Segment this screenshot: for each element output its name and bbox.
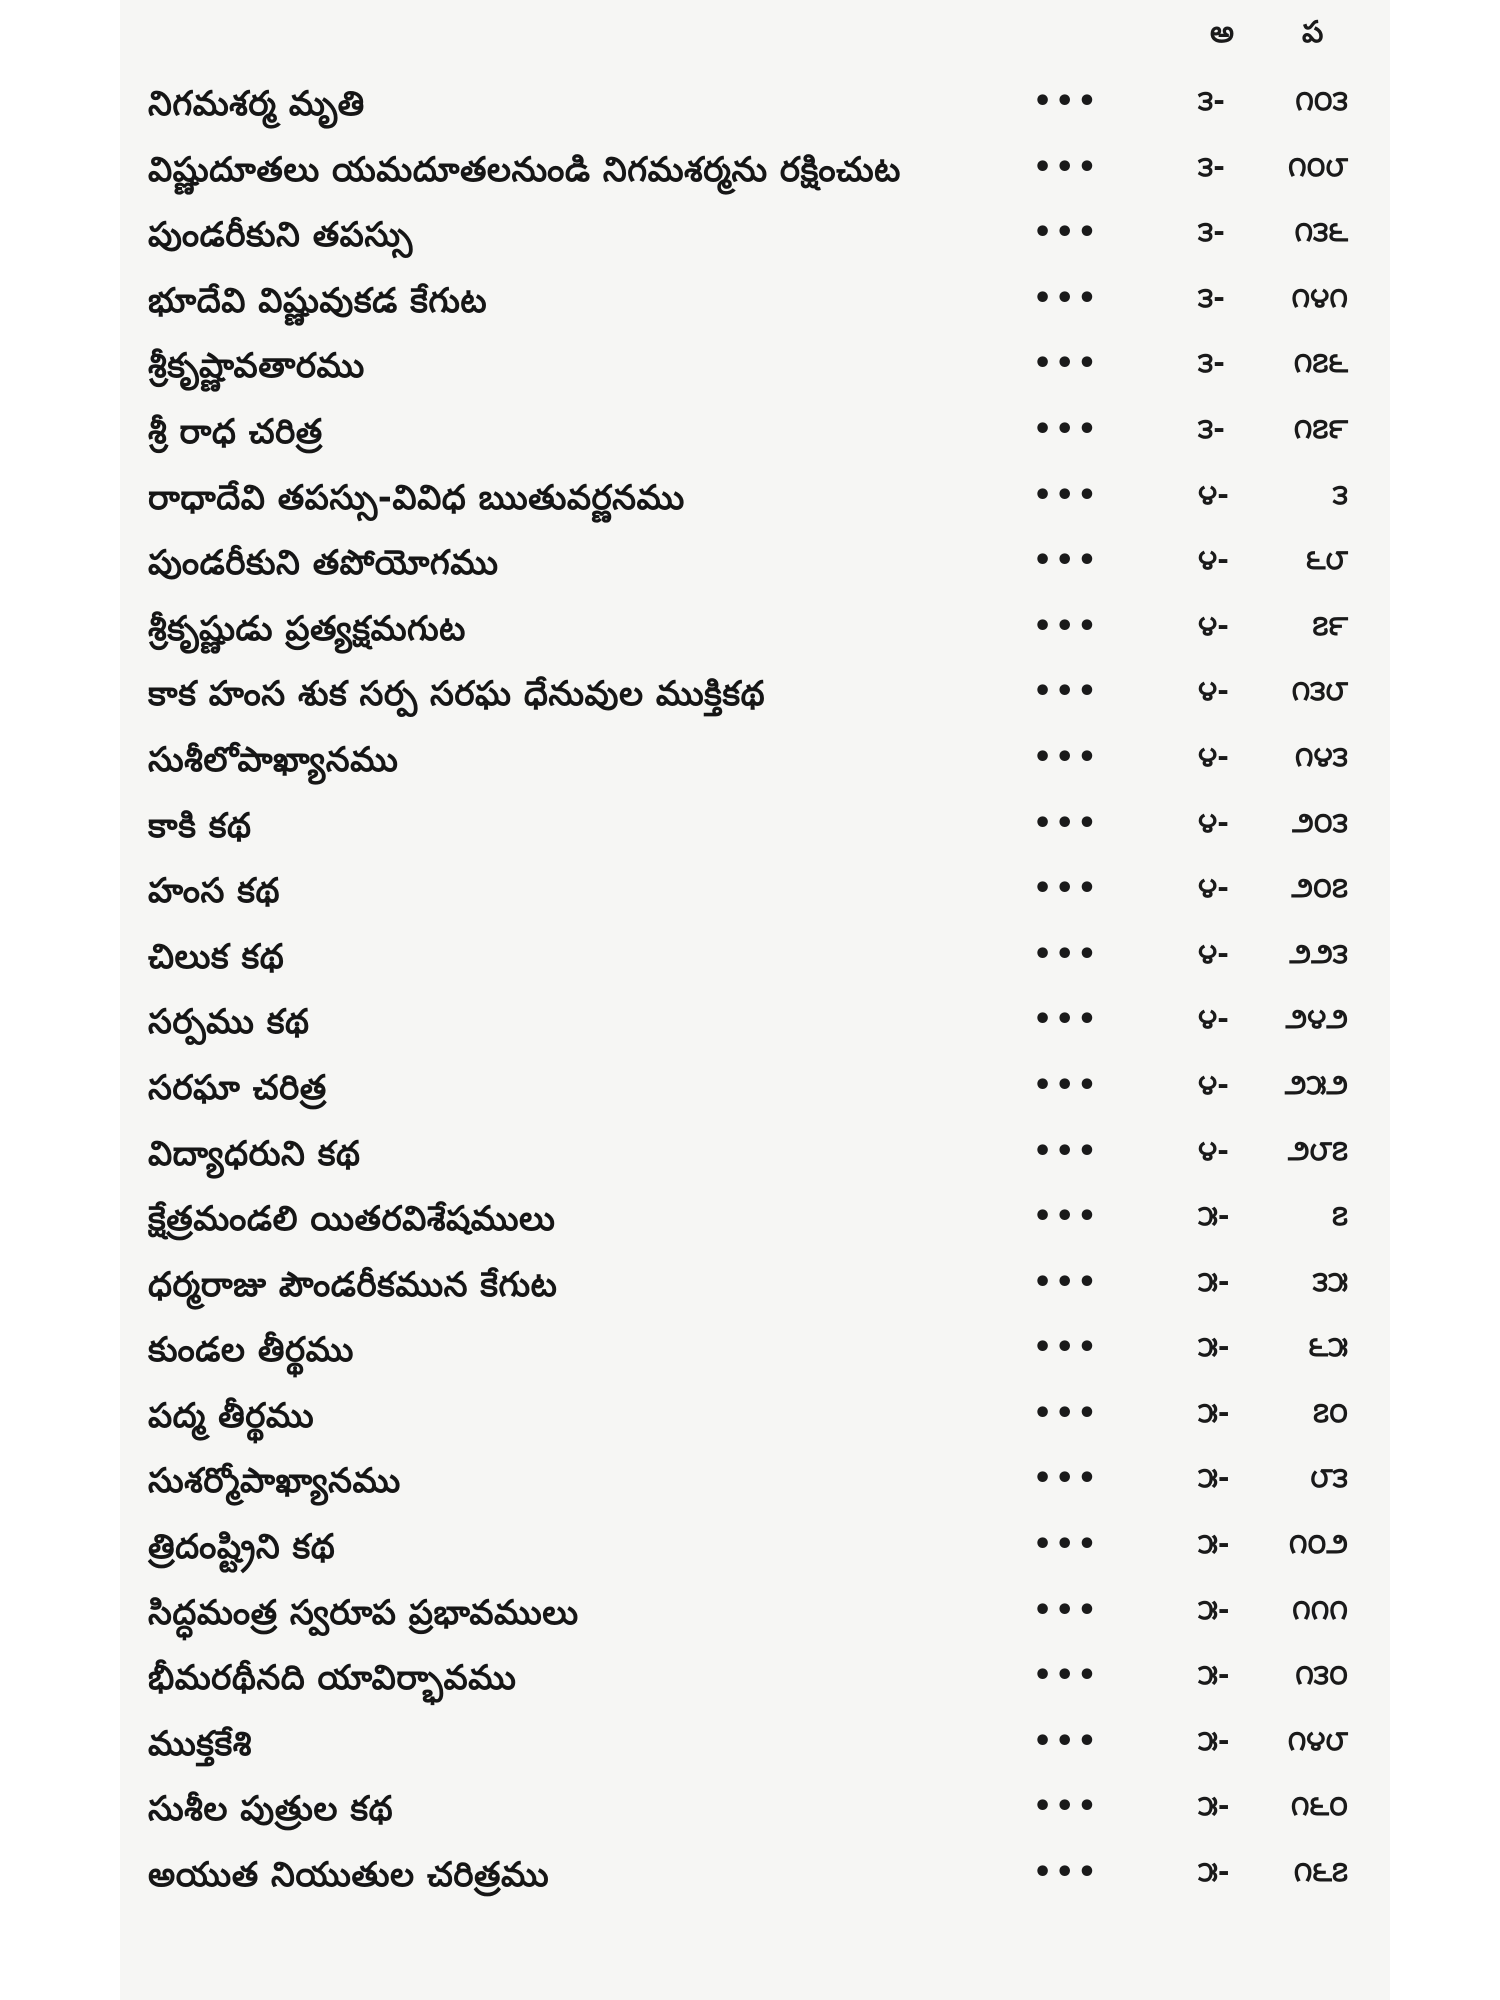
entry-title: పుండరీకుని తపోయోగము: [148, 543, 499, 584]
leader-dots: •••: [1033, 674, 1100, 710]
leader-dots: •••: [1033, 1658, 1100, 1694]
page-number: ౧౪౧: [1291, 280, 1348, 314]
page-number: ౨౫౨: [1284, 1067, 1348, 1101]
leader-dots: •••: [1033, 739, 1100, 775]
chapter-number: ౩-: [1198, 84, 1225, 117]
toc-entry: [148, 1650, 1358, 1716]
toc-entry: [148, 1388, 1358, 1454]
page-number: ౧౦౨: [1288, 1527, 1348, 1561]
entry-title: కాకి కథ: [148, 805, 252, 846]
toc-entry: [148, 404, 1358, 470]
column-header: [1190, 15, 1350, 65]
chapter-number: ౫-: [1198, 1855, 1230, 1889]
toc-entry: [148, 1716, 1358, 1782]
entry-title: సరఘా చరిత్ర: [148, 1067, 327, 1108]
leader-dots: •••: [1033, 1067, 1100, 1103]
page-number: ౨౨౩: [1289, 936, 1348, 970]
chapter-number: ౪-: [1198, 871, 1229, 905]
page-number: ౧౬౭: [1293, 1855, 1348, 1889]
toc-entry: [148, 535, 1358, 601]
leader-dots: •••: [1033, 608, 1100, 644]
toc-entry: [148, 338, 1358, 404]
chapter-number: ౪-: [1198, 674, 1229, 708]
chapter-number: ౫-: [1198, 1789, 1230, 1823]
toc-entry: [148, 863, 1358, 929]
chapter-number: ౪-: [1198, 805, 1229, 839]
entry-title: రాధాదేవి తపస్సు-వివిధ ఋతువర్ణనము: [148, 477, 685, 518]
leader-dots: •••: [1033, 871, 1100, 907]
toc-entry: [148, 798, 1358, 864]
entry-title: సుశీల పుత్రుల కథ: [148, 1789, 394, 1830]
entry-title: క్షేత్రమండలి యితరవిశేషములు: [148, 1199, 556, 1240]
toc-entry: [148, 1257, 1358, 1323]
page-number: ౧౦౩: [1295, 84, 1348, 117]
page-number: ౧౭౯: [1293, 411, 1348, 445]
page-number: ౧౧౧: [1292, 1592, 1348, 1626]
toc-entry: [148, 1847, 1358, 1913]
leader-dots: •••: [1033, 411, 1100, 447]
leader-dots: •••: [1033, 1002, 1100, 1038]
leader-dots: •••: [1033, 280, 1100, 316]
entry-title: శ్రీకృష్ణావతారము: [148, 346, 365, 387]
page-number: ౬౮: [1305, 543, 1348, 577]
chapter-number: ౫-: [1198, 1330, 1230, 1364]
entry-title: భీమరథీనది యావిర్భావము: [148, 1658, 517, 1699]
page-number: ౧౪౮: [1287, 1723, 1348, 1757]
entry-title: హంస కథ: [148, 871, 280, 912]
entry-title: నిగమశర్మ మృతి: [148, 84, 365, 124]
toc-entry: [148, 601, 1358, 667]
leader-dots: •••: [1033, 477, 1100, 513]
leader-dots: •••: [1033, 1395, 1100, 1431]
toc-entry: [148, 929, 1358, 995]
entry-title: విష్ణుదూతలు యమదూతలనుండి నిగమశర్మను రక్షించుట: [148, 149, 901, 190]
leader-dots: •••: [1033, 936, 1100, 972]
leader-dots: •••: [1033, 543, 1100, 579]
toc-entry: [148, 666, 1358, 732]
page-number: ౨౮౭: [1287, 1133, 1348, 1167]
chapter-number: ౩-: [1198, 411, 1225, 445]
entry-title: భూదేవి విష్ణువుకడ కేగుట: [148, 280, 488, 321]
page-number: ౨౪౨: [1285, 1002, 1348, 1036]
chapter-number: ౫-: [1198, 1264, 1230, 1298]
chapter-number: ౪-: [1198, 739, 1229, 773]
chapter-number: ౫-: [1198, 1723, 1230, 1757]
chapter-number: ౪-: [1198, 936, 1229, 970]
toc-entry: [148, 1781, 1358, 1847]
page-number: ౬౫: [1308, 1330, 1348, 1364]
leader-dots: •••: [1033, 1592, 1100, 1628]
entry-title: కుండల తీర్థము: [148, 1330, 354, 1371]
page-number: ౨౦౩: [1292, 805, 1348, 839]
leader-dots: •••: [1033, 215, 1100, 251]
entry-title: ముక్తకేశి: [148, 1723, 252, 1764]
chapter-number: ౩-: [1198, 215, 1225, 249]
chapter-number: ౩-: [1198, 149, 1225, 183]
page-number: ౧౭౬: [1293, 346, 1348, 380]
chapter-number: ౫-: [1198, 1592, 1230, 1626]
chapter-number: ౪-: [1198, 1067, 1229, 1101]
leader-dots: •••: [1033, 1723, 1100, 1759]
entry-title: త్రిదంష్ట్రిని కథ: [148, 1527, 336, 1568]
toc-entry: [148, 1453, 1358, 1519]
page-number: ౧౩౦: [1295, 1658, 1348, 1692]
page-number: ౧౦౮: [1287, 149, 1348, 183]
chapter-number: ౩-: [1198, 346, 1225, 380]
toc-entry: [148, 1126, 1358, 1192]
toc-entry: [148, 470, 1358, 536]
page-number: ౩: [1332, 477, 1348, 511]
entry-title: శ్రీ రాధ చరిత్ర: [148, 411, 323, 452]
page-number: ౨౦౭: [1291, 871, 1348, 905]
toc-entry: [148, 1191, 1358, 1257]
chapter-number: ౪-: [1198, 1002, 1229, 1036]
entry-title: సిద్ధమంత్ర స్వరూప ప్రభావములు: [148, 1592, 579, 1633]
toc-entry: [148, 273, 1358, 339]
page-number: ౭: [1331, 1199, 1348, 1233]
chapter-number: ౫-: [1198, 1461, 1230, 1495]
page-number: ౧౩౬: [1294, 215, 1348, 249]
entry-title: అయుత నియుతుల చరిత్రము: [148, 1855, 550, 1896]
entry-title: పద్మ తీర్థము: [148, 1395, 315, 1436]
toc-entry: [148, 1585, 1358, 1651]
entry-title: సుశీలోపాఖ్యానము: [148, 739, 399, 780]
entry-title: శ్రీకృష్ణుడు ప్రత్యక్షమగుట: [148, 608, 466, 649]
chapter-number: ౪-: [1198, 608, 1229, 642]
table-of-contents: [148, 76, 1358, 1913]
toc-entry: [148, 207, 1358, 273]
toc-entry: [148, 994, 1358, 1060]
chapter-number: ౪-: [1198, 1133, 1229, 1167]
page-number: ౮౩: [1310, 1461, 1348, 1495]
entry-title: పుండరీకుని తపస్సు: [148, 215, 413, 256]
page-number: ౧౪౩: [1294, 739, 1348, 773]
toc-entry: [148, 142, 1358, 208]
leader-dots: •••: [1033, 1789, 1100, 1825]
chapter-column-header: అ: [1210, 15, 1234, 50]
page-number: ౩౫: [1312, 1264, 1348, 1298]
toc-entry: [148, 1519, 1358, 1585]
entry-title: కాక హంస శుక సర్ప సరఘ ధేనువుల ముక్తికథ: [148, 674, 766, 715]
leader-dots: •••: [1033, 1199, 1100, 1235]
chapter-number: ౪-: [1198, 477, 1229, 511]
leader-dots: •••: [1033, 149, 1100, 185]
leader-dots: •••: [1033, 1855, 1100, 1891]
leader-dots: •••: [1033, 84, 1100, 119]
page-column-header: ప: [1302, 15, 1324, 50]
toc-entry: [148, 1060, 1358, 1126]
page-number: ౭౯: [1312, 608, 1348, 642]
chapter-number: ౪-: [1198, 543, 1229, 577]
page-number: ౧౩౮: [1291, 674, 1348, 708]
entry-title: విద్యాధరుని కథ: [148, 1133, 361, 1174]
chapter-number: ౫-: [1198, 1527, 1230, 1561]
chapter-number: ౫-: [1198, 1395, 1230, 1429]
toc-entry: [148, 76, 1358, 142]
entry-title: సుశర్మోపాఖ్యానము: [148, 1461, 401, 1502]
toc-entry: [148, 1322, 1358, 1388]
entry-title: సర్పము కథ: [148, 1002, 310, 1043]
leader-dots: •••: [1033, 805, 1100, 841]
chapter-number: ౫-: [1198, 1658, 1230, 1692]
toc-entry: [148, 732, 1358, 798]
leader-dots: •••: [1033, 346, 1100, 382]
chapter-number: ౫-: [1198, 1199, 1230, 1233]
leader-dots: •••: [1033, 1133, 1100, 1169]
page-number: ౧౬౦: [1290, 1789, 1348, 1823]
leader-dots: •••: [1033, 1527, 1100, 1563]
entry-title: ధర్మరాజు పౌండరీకమున కేగుట: [148, 1264, 558, 1305]
leader-dots: •••: [1033, 1264, 1100, 1300]
leader-dots: •••: [1033, 1330, 1100, 1366]
leader-dots: •••: [1033, 1461, 1100, 1497]
entry-title: చిలుక కథ: [148, 936, 285, 977]
page-number: ౭౦: [1313, 1395, 1348, 1429]
chapter-number: ౩-: [1198, 280, 1225, 314]
